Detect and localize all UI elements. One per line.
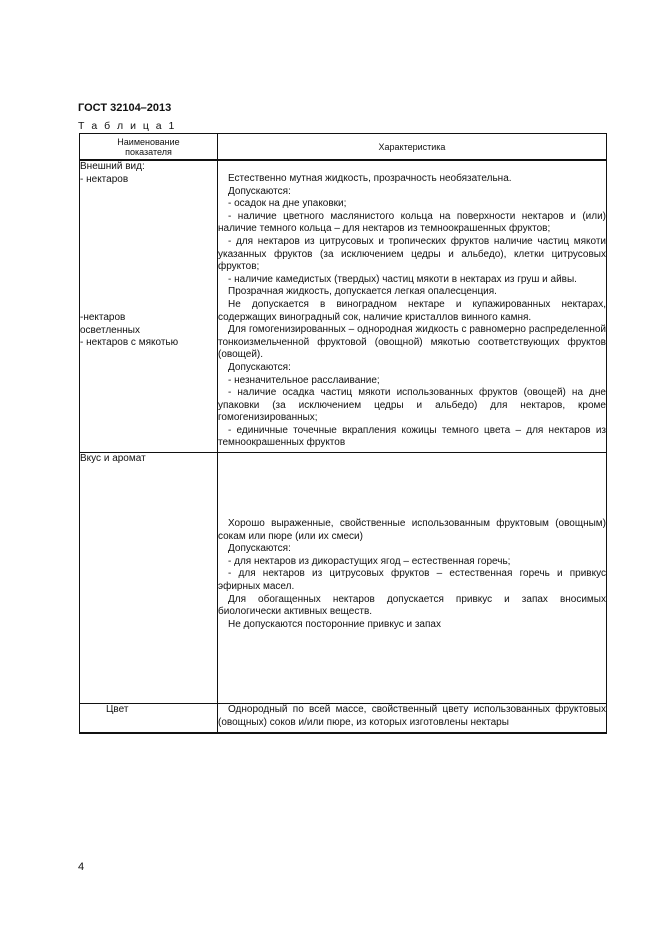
char-line: Для гомогенизированных – однородная жидкость с равномерно распределенной тонкоизмельченной фруктовой (овощной) мякотью соответствующих фруктов (овощей).: [218, 324, 606, 361]
char-line: - для нектаров из дикорастущих ягод – естественная горечь;: [228, 555, 511, 567]
page-number: 4: [78, 861, 85, 873]
color-label-cell: [80, 704, 218, 733]
char-line: Прозрачная жидкость, допускается легкая опалесценция.: [228, 286, 497, 298]
char-line: - незначительное расслаивание;: [228, 374, 380, 386]
char-line: - для нектаров из цитрусовых фруктов – естественная горечь и привкус эфирных масел.: [218, 568, 606, 593]
char-line: - наличие осадка частиц мякоти использованных фруктов (овощей) на дне упаковки (за исключением цедры и альбедо) для нектаров, кроме гомогенизированных;: [218, 387, 606, 424]
appearance-characteristic-cell: [218, 160, 607, 453]
char-line: Не допускаются посторонние привкус и запах: [228, 618, 441, 630]
taste-label: Вкус и аромат: [80, 453, 146, 465]
char-line: Для обогащенных нектаров допускается привкус и запах вносимых биологически активных веществ.: [218, 593, 606, 618]
table-caption: Т а б л и ц а 1: [78, 120, 177, 132]
spec-table: [79, 133, 607, 734]
appearance-label-cell: [80, 160, 218, 453]
char-line: - для нектаров из цитрусовых и тропических фруктов наличие частиц мякоти указанных фруктов (за исключением цедры и альбедо), клетки цитрусовых фруктов;: [218, 235, 606, 273]
table-row-taste: [80, 453, 607, 704]
color-characteristic-cell: [218, 704, 607, 733]
char-line: Однородный по всей массе, свойственный цвету использованных фруктовых (овощных) соков и/или пюре, из которых изготовлены нектары: [218, 704, 606, 728]
table-header-row: [80, 134, 607, 161]
appearance-label: Внешний вид:: [80, 161, 145, 172]
table-row-color: [80, 704, 607, 733]
taste-label-cell: [80, 453, 218, 704]
char-line: Допускаются:: [228, 185, 291, 197]
char-line: - наличие цветного маслянистого кольца на поверхности нектаров и (или) наличие темного кольца – для нектаров из темноокрашенных фруктов;: [218, 210, 606, 235]
char-line: Естественно мутная жидкость, прозрачность необязательна.: [228, 173, 512, 184]
nectars-label: - нектаров: [80, 173, 129, 185]
column-header-characteristic: Характеристика: [218, 134, 607, 161]
document-code: ГОСТ 32104–2013: [78, 102, 172, 114]
table-row-appearance: [80, 160, 607, 453]
clarified-nectars-label-1: -нектаров: [80, 312, 126, 324]
clarified-nectars-label-2: осветленных: [80, 324, 140, 336]
color-label: Цвет: [106, 704, 129, 716]
char-line: - наличие камедистых (твердых) частиц мякоти в нектарах из груш и айвы.: [228, 273, 577, 285]
column-header-indicator: Наименование показателя: [80, 134, 218, 161]
char-line: Допускаются:: [228, 543, 291, 555]
char-line: - осадок на дне упаковки;: [228, 198, 347, 210]
char-line: Хорошо выраженные, свойственные использованным фруктовым (овощным) сокам или пюре (или их смеси): [218, 518, 606, 542]
char-line: - единичные точечные вкрапления кожицы темного цвета – для нектаров из темноокрашенных фруктов: [218, 424, 606, 449]
char-line: Допускаются:: [228, 361, 291, 373]
pulp-nectars-label: - нектаров с мякотью: [80, 337, 179, 349]
taste-characteristic-cell: [218, 453, 607, 704]
char-line: Не допускается в виноградном нектаре и купажированных нектарах, содержащих виноградный сок, наличие кристаллов винного камня.: [218, 298, 606, 323]
